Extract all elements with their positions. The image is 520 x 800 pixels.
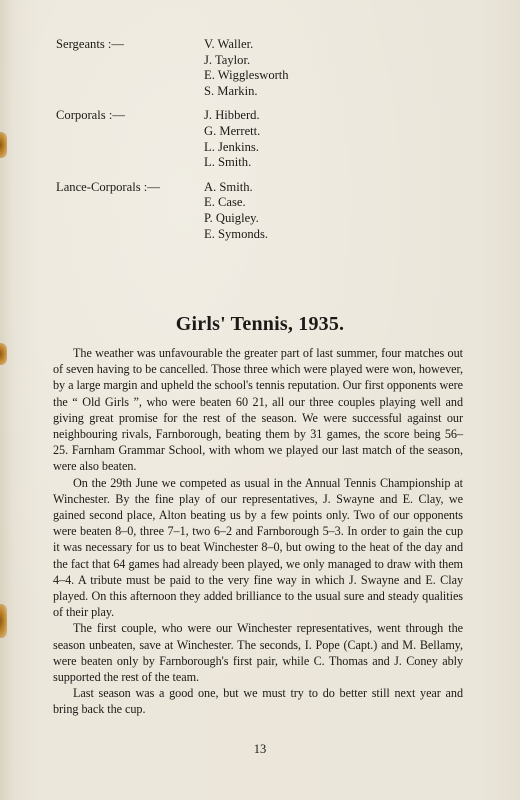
rank-group-sergeants — [56, 37, 356, 99]
rank-name: E. Case. — [204, 195, 246, 210]
rank-group-corporals — [56, 108, 356, 170]
rank-name: L. Smith. — [204, 155, 252, 170]
rank-label: Lance-Corporals :— — [56, 179, 160, 194]
binding-mark — [0, 132, 7, 158]
rank-name: J. Hibberd. — [204, 108, 260, 123]
article-body — [53, 345, 463, 718]
rank-names — [204, 37, 289, 99]
rank-name: L. Jenkins. — [204, 139, 259, 154]
binding-mark — [0, 343, 7, 365]
binding-mark — [0, 604, 7, 638]
rank-names — [204, 180, 268, 242]
rank-name: P. Quigley. — [204, 210, 259, 225]
page-number: 13 — [253, 742, 267, 756]
rank-name: E. Symonds. — [204, 226, 269, 241]
rank-group-lance-corporals — [56, 180, 356, 242]
rank-label: Sergeants :— — [56, 37, 124, 51]
paragraph: The first couple, who were our Winchester representatives, went through the season unbeaten, save at Winchester. The seconds, I. Pope (Capt.) and M. Bellamy, were beaten only by Farnborough's first pair, while C. Thomas and J. Coney ably supported the rest of the team. — [53, 621, 463, 685]
rank-name: A. Smith. — [204, 179, 253, 194]
paragraph: On the 29th June we competed as usual in the Annual Tennis Championship at Winchester. By the fine play of our representatives, J. Swayne and E. Clay, we gained second place, Alton beating us by a few points only. Two of our opponents were beaten 8–0, three 7–1, two 6–2 and Farnborough 5–3. In order to gain the cup it was necessary for us to beat Winchester 8–0, but owing to the heat of the day and the fact that 64 games had already been played, we only managed to draw with them 4–4. A tribute must be paid to the very fine way in which J. Swayne and E. Clay played. On this afternoon they added brilliance to the usual sure and steady qualities of their play. — [53, 475, 463, 620]
rank-name: E. Wigglesworth — [204, 68, 289, 83]
rank-name: V. Waller. — [204, 37, 254, 51]
paragraph: Last season was a good one, but we must try to do better still next year and bring back the cup. — [53, 686, 463, 717]
ranks-list — [56, 37, 356, 251]
rank-names — [204, 108, 260, 170]
article-title: Girls' Tennis, 1935. — [175, 313, 345, 335]
paragraph: The weather was unfavourable the greater part of last summer, four matches out of seven having to be cancelled. Those three which were played were won, however, by a large margin and upheld the school's tennis reputation. Our first opponents were the “ Old Girls ”, who were beaten 60 21, all our three couples playing well and giving great promise for the rest of the season. We were successful against our neighbouring rivals, Farnborough, beating them by 31 games, the score being 56–25. Farnham Grammar School, with whom we played our last match of the season, were also beaten. — [53, 346, 463, 474]
rank-name: J. Taylor. — [204, 52, 251, 67]
rank-label: Corporals :— — [56, 108, 125, 123]
rank-name: G. Merrett. — [204, 123, 261, 138]
rank-name: S. Markin. — [204, 83, 258, 98]
